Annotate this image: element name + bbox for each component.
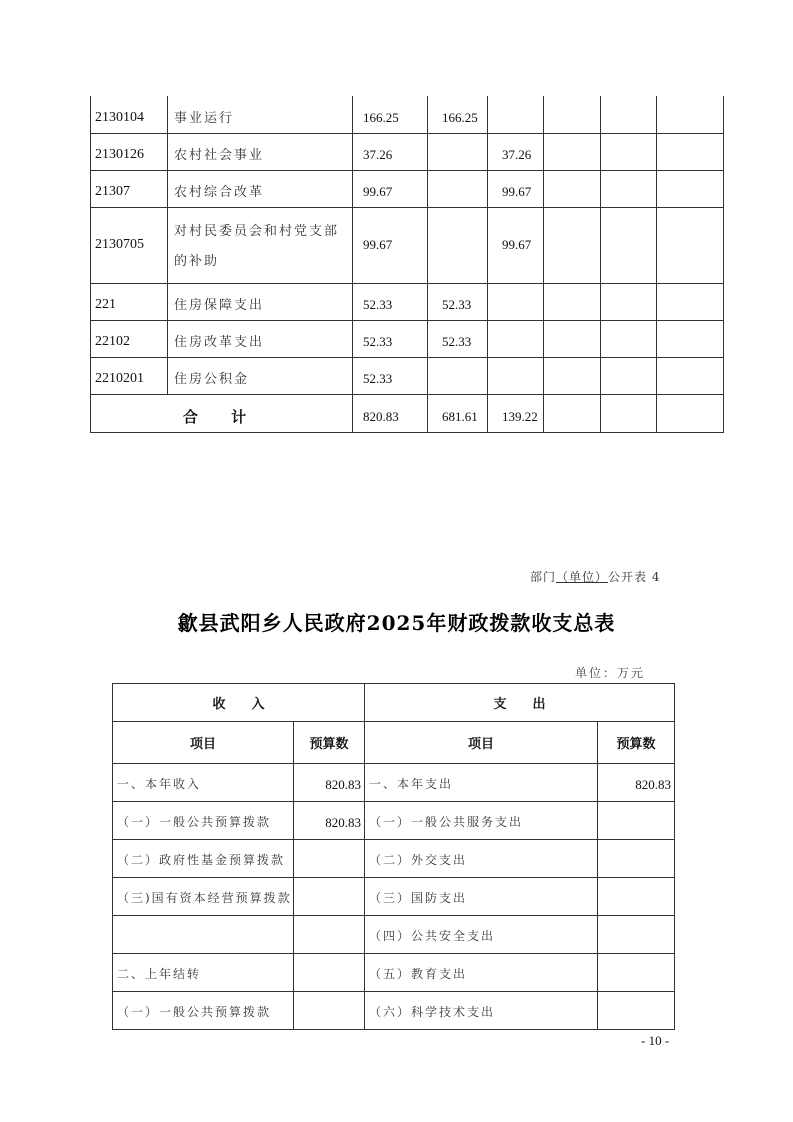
expense-amount: 820.83 [598,764,675,802]
row-basic [428,170,488,207]
expense-amount [598,802,675,840]
row-total: 37.26 [353,133,428,170]
table-row [91,283,724,320]
row-total: 52.33 [353,283,428,320]
income-amount [294,878,365,916]
income-section-header: 收 入 [113,684,365,722]
row-code: 2130705 [91,207,168,283]
table-row [113,802,675,840]
income-amount [294,916,365,954]
table-row [113,954,675,992]
income-item: （三)国有资本经营预算拨款 [113,878,294,916]
expense-item: 一、本年支出 [365,764,598,802]
expense-amount [598,992,675,1030]
table-row [113,878,675,916]
row-total: 99.67 [353,207,428,283]
income-item: 二、上年结转 [113,954,294,992]
row-project [488,283,544,320]
row-col6 [657,283,724,320]
income-item: 一、本年收入 [113,764,294,802]
row-col6 [657,133,724,170]
table-row [91,96,724,133]
table-row [113,916,675,954]
total-col5 [601,394,657,432]
income-item [113,916,294,954]
fiscal-appropriation-summary-table [112,683,675,1030]
row-name: 住房改革支出 [168,320,353,357]
row-col6 [657,357,724,394]
row-col6 [657,170,724,207]
table-row [91,170,724,207]
table-row [113,840,675,878]
row-name: 住房保障支出 [168,283,353,320]
row-project: 37.26 [488,133,544,170]
table-number-label [530,568,660,585]
table-row [91,320,724,357]
expense-amount [598,916,675,954]
expense-item: （四）公共安全支出 [365,916,598,954]
income-item: （一）一般公共预算拨款 [113,992,294,1030]
income-amount [294,840,365,878]
table-row [91,133,724,170]
total-col4 [544,394,601,432]
row-basic [428,133,488,170]
income-amount: 820.83 [294,764,365,802]
expense-item-header: 项目 [365,722,598,764]
row-project: 99.67 [488,170,544,207]
page-number: - 10 - [641,1033,670,1048]
row-project [488,96,544,133]
row-col5 [601,283,657,320]
row-total: 52.33 [353,357,428,394]
row-col5 [601,133,657,170]
expense-section-header: 支 出 [365,684,675,722]
row-col5 [601,357,657,394]
row-total: 99.67 [353,170,428,207]
table-row [113,992,675,1030]
row-col6 [657,320,724,357]
row-col4 [544,133,601,170]
income-item: （一）一般公共预算拨款 [113,802,294,840]
row-name: 住房公积金 [168,357,353,394]
column-header-row [113,722,675,764]
table-number-prefix: 部门 [530,570,557,584]
row-col5 [601,96,657,133]
row-code: 2130104 [91,96,168,133]
row-basic [428,207,488,283]
row-col4 [544,207,601,283]
table-row [91,357,724,394]
row-name: 事业运行 [168,96,353,133]
expenditure-table-continuation [90,96,724,433]
expense-item: （六）科学技术支出 [365,992,598,1030]
total-basic: 681.61 [428,394,488,432]
table-row [91,207,724,283]
total-project: 139.22 [488,394,544,432]
expense-item: （二）外交支出 [365,840,598,878]
row-project [488,357,544,394]
row-col5 [601,207,657,283]
table-number-unit: （单位） [556,570,609,584]
expense-amount [598,954,675,992]
row-code: 221 [91,283,168,320]
expense-amount [598,840,675,878]
row-basic [428,357,488,394]
unit-label: 单位：万元 [575,666,646,680]
row-project: 99.67 [488,207,544,283]
expense-item: （一）一般公共服务支出 [365,802,598,840]
income-budget-header: 预算数 [294,722,365,764]
table-row [113,764,675,802]
row-col6 [657,96,724,133]
income-amount [294,954,365,992]
expense-item: （三）国防支出 [365,878,598,916]
row-col4 [544,283,601,320]
row-basic: 52.33 [428,320,488,357]
income-item-header: 项目 [113,722,294,764]
row-code: 21307 [91,170,168,207]
row-name-line: 对村民委员会和村党支部 [174,224,340,239]
income-amount: 820.83 [294,802,365,840]
row-col5 [601,320,657,357]
row-total: 52.33 [353,320,428,357]
document-title: 歙县武阳乡人民政府2025年财政拨款收支总表 [177,611,616,635]
total-amount: 820.83 [353,394,428,432]
row-code: 2210201 [91,357,168,394]
row-col4 [544,357,601,394]
total-label: 合 计 [91,394,353,432]
expense-budget-header: 预算数 [598,722,675,764]
section-header-row [113,684,675,722]
row-name [168,207,353,283]
expense-amount [598,878,675,916]
row-code: 22102 [91,320,168,357]
row-project [488,320,544,357]
row-col5 [601,170,657,207]
row-name: 农村综合改革 [168,170,353,207]
income-amount [294,992,365,1030]
row-col6 [657,207,724,283]
row-total: 166.25 [353,96,428,133]
row-name-line: 的补助 [174,254,220,269]
income-item: （二）政府性基金预算拨款 [113,840,294,878]
table-number-suffix: 公开表 4 [608,570,661,584]
row-code: 2130126 [91,133,168,170]
row-basic: 166.25 [428,96,488,133]
row-name: 农村社会事业 [168,133,353,170]
row-col4 [544,170,601,207]
total-col6 [657,394,724,432]
row-basic: 52.33 [428,283,488,320]
row-col4 [544,320,601,357]
row-col4 [544,96,601,133]
expense-item: （五）教育支出 [365,954,598,992]
total-row [91,394,724,432]
